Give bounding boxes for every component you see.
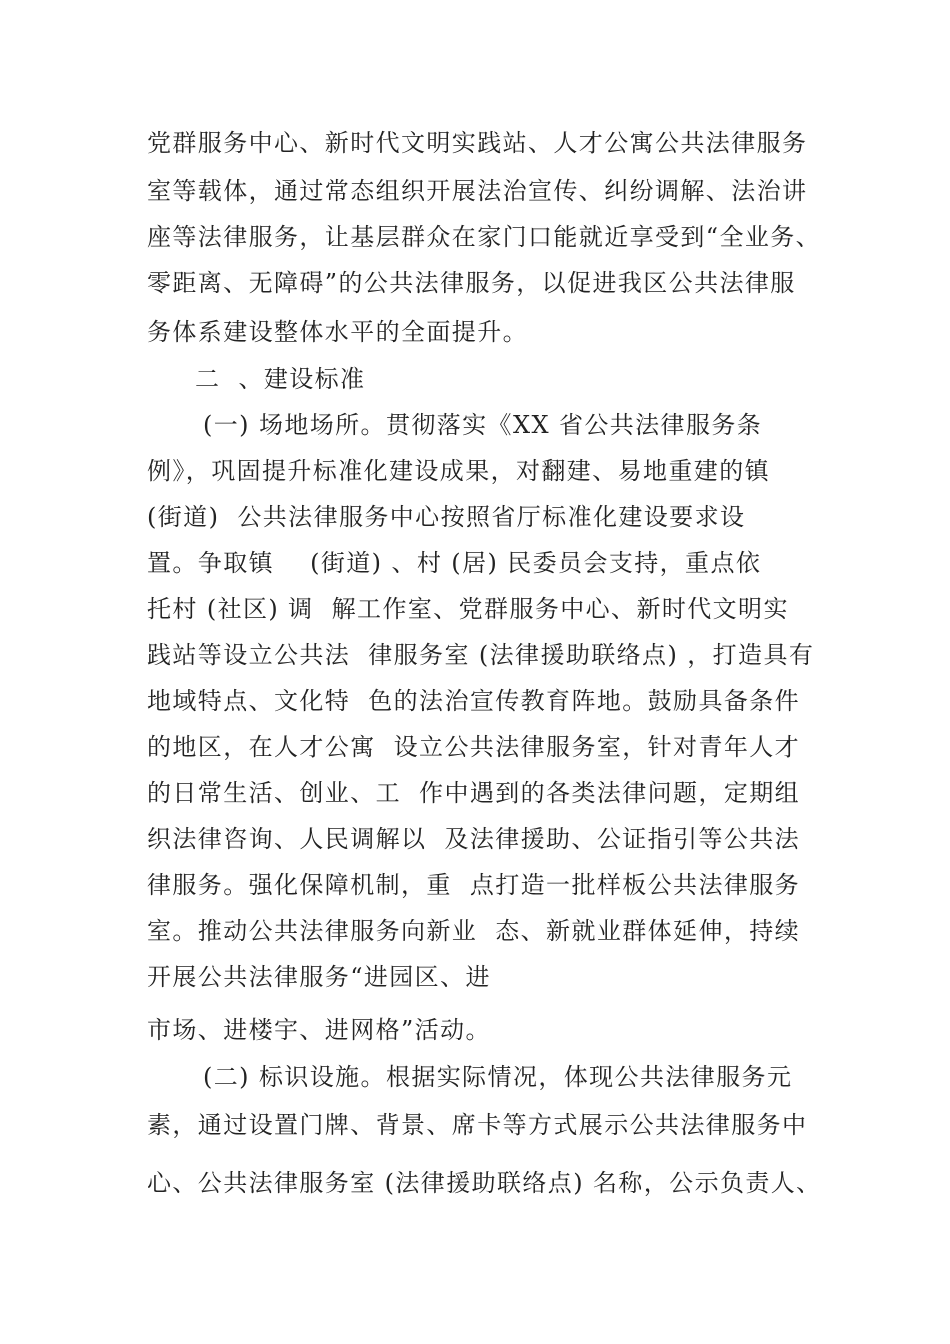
section-heading: 二 、建设标准	[195, 365, 366, 393]
paragraph-line: 例》，巩固提升标准化建设成果，对翻建、易地重建的镇	[147, 457, 770, 485]
paragraph-line: 室。推动公共法律服务向新业 态、新就业群体延伸，持续	[147, 917, 801, 945]
paragraph-line: 心、公共法律服务室 (法律援助联络点) 名称，公示负责人、	[147, 1169, 822, 1197]
paragraph-line: (二) 标识设施。根据实际情况，体现公共法律服务元	[203, 1063, 793, 1091]
paragraph-line: 务体系建设整体水平的全面提升。	[147, 318, 528, 346]
paragraph-line: 践站等设立公共法 律服务室 (法律援助联络点) ，打造具有	[147, 641, 815, 669]
paragraph-line: 织法律咨询、人民调解以 及法律援助、公证指引等公共法	[147, 825, 801, 853]
paragraph-line: 的地区，在人才公寓 设立公共法律服务室，针对青年人才	[147, 733, 801, 761]
paragraph-line: 市场、进楼宇、进网格”活动。	[147, 1016, 491, 1044]
paragraph-line: 置。争取镇 (街道) 、村 (居) 民委员会支持，重点依	[147, 549, 762, 577]
paragraph-line: 党群服务中心、新时代文明实践站、人才公寓公共法律服务	[147, 129, 808, 157]
paragraph-line: 室等载体，通过常态组织开展法治宣传、纠纷调解、法治讲	[147, 177, 808, 205]
paragraph-line: (街道) 公共法律服务中心按照省厅标准化建设要求设	[147, 503, 746, 531]
paragraph-line: 座等法律服务，让基层群众在家门口能就近享受到“全业务、	[147, 223, 822, 251]
paragraph-line: 素，通过设置门牌、背景、席卡等方式展示公共法律服务中	[147, 1111, 808, 1139]
paragraph-line: 托村 (社区) 调 解工作室、党群服务中心、新时代文明实	[147, 595, 789, 623]
paragraph-line: 零距离、无障碍”的公共法律服务，以促进我区公共法律服	[147, 269, 796, 297]
paragraph-line: 地域特点、文化特 色的法治宣传教育阵地。鼓励具备条件	[147, 687, 801, 715]
paragraph-line: 开展公共法律服务“进园区、进	[147, 963, 491, 991]
paragraph-line: 的日常生活、创业、工 作中遇到的各类法律问题，定期组	[147, 779, 801, 807]
paragraph-line: (一) 场地场所。贯彻落实《XX 省公共法律服务条	[203, 411, 763, 439]
paragraph-line: 律服务。强化保障机制，重 点打造一批样板公共法律服务	[147, 871, 801, 899]
